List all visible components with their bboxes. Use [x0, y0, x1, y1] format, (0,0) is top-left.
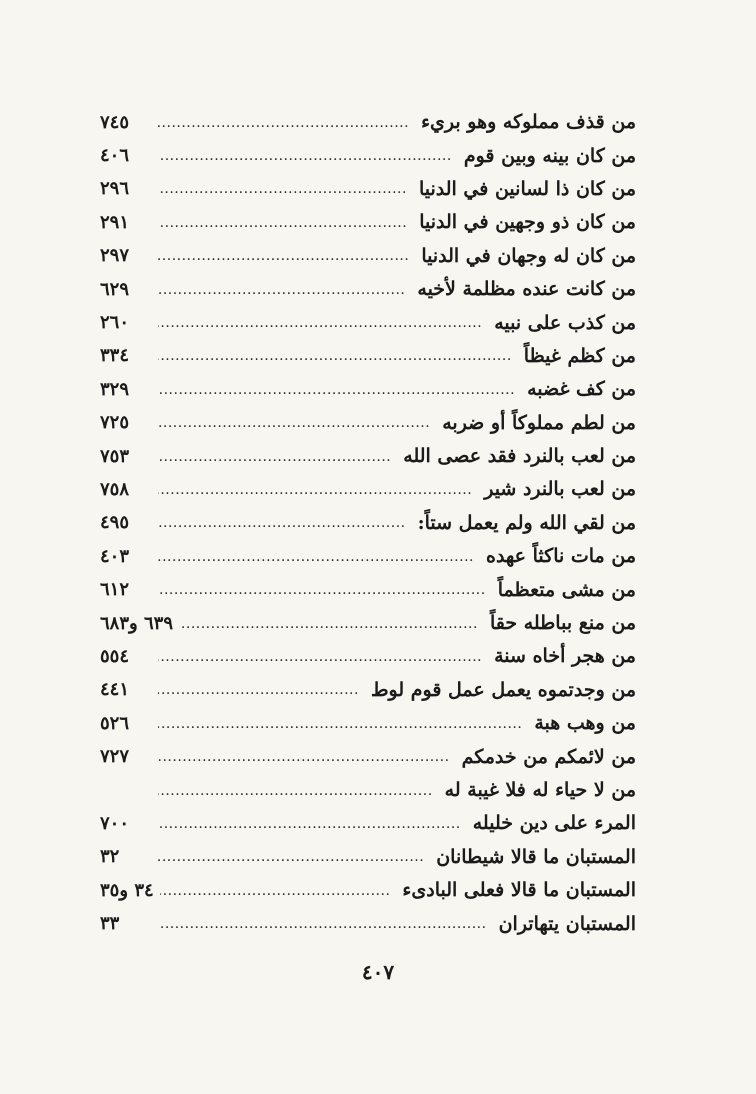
entry-title: من لائمكم من خدمكم [461, 745, 636, 768]
entry-title: من منع بباطله حقاً [489, 612, 636, 635]
leader-dots [158, 817, 461, 831]
leader-dots [158, 784, 433, 798]
entry-title: من لقي الله ولم يعمل ستاً: [417, 511, 636, 534]
leader-dots [179, 617, 478, 631]
entry-pages: ٦٣٩ و٦٨٣ [100, 612, 173, 634]
leader-dots [158, 483, 472, 497]
leader-dots [158, 416, 430, 430]
leader-dots [158, 316, 482, 330]
index-entry [100, 407, 636, 440]
index-entry [100, 907, 636, 940]
index-list [100, 106, 636, 941]
entry-pages: ٧٤٥ [100, 111, 130, 133]
entry-pages: ٣٢ [100, 846, 120, 868]
entry-title: المستبان ما قالا شيطانان [436, 845, 636, 868]
leader-dots [158, 550, 474, 564]
entry-pages: ٧٢٧ [100, 746, 130, 768]
entry-title: المرء على دين خليله [472, 812, 636, 835]
leader-dots [158, 450, 391, 464]
entry-title: المستبان ما قالا فعلى البادىء [402, 879, 636, 902]
leader-dots [158, 750, 450, 764]
entry-pages: ٧٥٨ [100, 478, 130, 500]
leader-dots [158, 383, 515, 397]
index-entry [100, 507, 636, 540]
index-entry [100, 807, 636, 840]
entry-title: من كظم غيظاً [523, 344, 636, 367]
entry-pages: ٣٢٩ [100, 378, 130, 400]
index-entry [100, 340, 636, 373]
page-number: ٤٠٧ [361, 960, 395, 984]
index-entry [100, 240, 636, 273]
leader-dots [158, 349, 512, 363]
index-entry [100, 540, 636, 573]
index-entry [100, 841, 636, 874]
entry-title: من مشى متعظماً [497, 578, 636, 601]
entry-title: من هجر أخاه سنة [494, 645, 636, 668]
entry-pages: ٧٥٣ [100, 445, 130, 467]
entry-pages: ٣٣٤ [100, 345, 130, 367]
entry-title: من كان له وجهان في الدنيا [421, 244, 636, 267]
index-entry [100, 573, 636, 606]
index-entry [100, 640, 636, 673]
index-entry [100, 173, 636, 206]
leader-dots [158, 116, 409, 130]
leader-dots [158, 283, 405, 297]
index-entry [100, 139, 636, 172]
index-entry [100, 674, 636, 707]
leader-dots [158, 850, 424, 864]
leader-dots [158, 717, 522, 731]
entry-pages: ٥٥٤ [100, 645, 130, 667]
entry-pages: ٧٠٠ [100, 812, 130, 834]
leader-dots [158, 683, 359, 697]
entry-title: من لعب بالنرد فقد عصى الله [403, 445, 636, 468]
entry-title: من لا حياء له فلا غيبة له [444, 779, 636, 801]
entry-title: من كذب على نبيه [494, 311, 636, 334]
entry-title: من لعب بالنرد شير [484, 478, 636, 501]
entry-pages: ٢٦٠ [100, 312, 130, 334]
entry-title: من كان ذا لسانين في الدنيا [418, 177, 636, 200]
entry-title: المستبان يتهاتران [498, 912, 636, 935]
entry-title: من وهب هبة [534, 712, 636, 735]
entry-pages: ٥٢٦ [100, 712, 130, 734]
entry-title: من كان ذو وجهين في الدنيا [419, 211, 636, 234]
index-entry [100, 740, 636, 773]
leader-dots [160, 884, 391, 898]
entry-pages: ٣٤ و٣٥ [100, 879, 154, 901]
leader-dots [158, 917, 487, 931]
entry-title: من وجدتموه يعمل عمل قوم لوط [370, 678, 636, 701]
entry-pages: ٤٠٦ [100, 145, 130, 167]
index-entry [100, 206, 636, 239]
entry-pages: ٦١٢ [100, 579, 130, 601]
index-entry [100, 774, 636, 807]
entry-title: من قذف مملوكه وهو بريء [421, 111, 636, 134]
index-entry [100, 440, 636, 473]
entry-title: من لطم مملوكاً أو ضربه [442, 411, 636, 434]
leader-dots [158, 149, 452, 163]
index-entry [100, 473, 636, 506]
entry-pages: ٤٤١ [100, 679, 130, 701]
leader-dots [158, 182, 407, 196]
leader-dots [158, 583, 486, 597]
entry-pages: ٧٢٥ [100, 412, 130, 434]
index-entry [100, 874, 636, 907]
leader-dots [158, 516, 406, 530]
entry-title: من كان بينه وبين قوم [463, 144, 636, 167]
index-entry [100, 607, 636, 640]
index-entry [100, 273, 636, 306]
entry-pages: ٢٩٦ [100, 178, 130, 200]
entry-title: من كانت عنده مظلمة لأخيه [417, 278, 636, 301]
index-entry [100, 306, 636, 339]
entry-pages: ٦٢٩ [100, 278, 130, 300]
entry-pages: ٢٩١ [100, 211, 130, 233]
entry-title: من مات ناكثاً عهده [485, 545, 636, 568]
entry-pages: ٣٣ [100, 913, 120, 935]
leader-dots [158, 249, 409, 263]
leader-dots [158, 650, 482, 664]
index-entry [100, 106, 636, 139]
entry-pages: ٢٩٧ [100, 245, 130, 267]
leader-dots [158, 216, 407, 230]
index-entry [100, 373, 636, 406]
index-entry [100, 707, 636, 740]
entry-pages: ٤٩٥ [100, 512, 130, 534]
entry-pages: ٤٠٣ [100, 545, 130, 567]
entry-title: من كف غضبه [527, 378, 636, 401]
